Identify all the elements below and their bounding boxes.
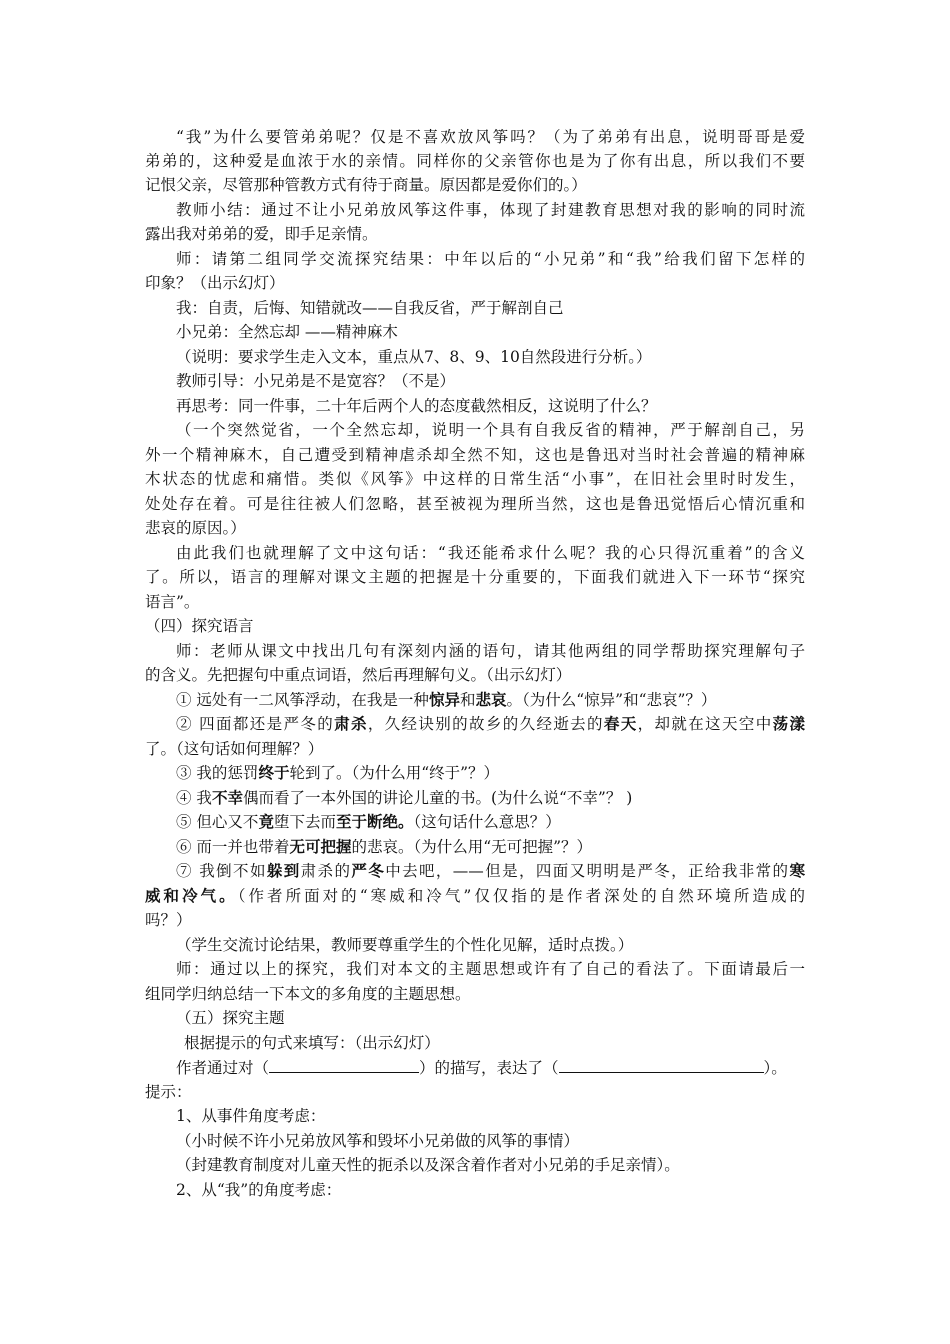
text-line: 露出我对弟弟的爱，即手足亲情。 bbox=[145, 225, 378, 243]
text-segment: 和 bbox=[459, 691, 476, 709]
answer-blank bbox=[559, 1055, 764, 1073]
text-line: 弟弟的，这种爱是血浓于水的亲情。同样你的父亲管你也是为了你有出息，所以我们不要 bbox=[145, 152, 805, 170]
text-segment: ⑦ 我倒不如 bbox=[176, 862, 267, 880]
text-line: 吗？） bbox=[145, 911, 192, 929]
text-line: 记恨父亲，尽管那种管教方式有待于商量。原因都是爱你们的。） bbox=[145, 176, 587, 194]
text-line: 语言”。 bbox=[145, 593, 200, 611]
text-segment: 轮到了。（为什么用“终于”？） bbox=[289, 764, 500, 782]
text-line bbox=[176, 786, 805, 810]
text-segment: ）。 bbox=[763, 1059, 787, 1077]
text-segment: 堕下去而 bbox=[273, 813, 336, 831]
key-phrase: 春天 bbox=[603, 714, 638, 733]
text-line bbox=[176, 761, 805, 785]
key-phrase: 躲到 bbox=[266, 861, 301, 880]
section-heading: （四）探究语言 bbox=[145, 617, 254, 635]
text-line bbox=[145, 884, 805, 908]
text-line: 了。（这句话如何理解？） bbox=[145, 740, 324, 758]
text-line: 处处存在着。可是往往被人们忽略，甚至被视为理所当然，这也是鲁迅觉悟后心情沉重和 bbox=[145, 495, 805, 513]
text-line: 我：自责，后悔、知错就改——自我反省，严于解剖自己 bbox=[176, 299, 564, 317]
text-line bbox=[176, 712, 805, 736]
key-phrase: 惊异 bbox=[428, 690, 460, 709]
text-line: 教师引导：小兄弟是不是宽容？（不是） bbox=[176, 372, 456, 390]
text-segment: 中去吧，——但是，四面又明明是严冬，正给我非常的 bbox=[385, 862, 790, 880]
text-line: 根据提示的句式来填写：（出示幻灯） bbox=[184, 1034, 440, 1052]
key-phrase: 悲哀 bbox=[475, 690, 507, 709]
answer-blank bbox=[269, 1055, 419, 1073]
text-segment: ）的描写，表达了（ bbox=[419, 1059, 559, 1077]
text-segment: 偶而看了一本外国的讲论儿童的书。(为什么说“不幸”？ ) bbox=[242, 789, 633, 807]
text-line: 悲哀的原因。） bbox=[145, 519, 246, 537]
text-line bbox=[176, 835, 805, 859]
key-phrase: 荡漾 bbox=[772, 714, 805, 733]
text-line bbox=[176, 859, 805, 883]
text-segment: ，久经诀别的故乡的久经逝去的 bbox=[367, 715, 604, 733]
text-line: 外一个精神麻木，自己遭受到精神虐杀却全然不知，这也是鲁迅对当时社会普遍的精神麻 bbox=[145, 446, 805, 464]
key-phrase: 寒 bbox=[789, 861, 805, 880]
key-phrase: 竟 bbox=[258, 812, 274, 831]
text-line: （说明：要求学生走入文本，重点从7、8、9、10自然段进行分析。） bbox=[176, 348, 652, 366]
key-phrase: 威和冷气。 bbox=[145, 886, 238, 905]
text-segment: 作者通过对（ bbox=[176, 1059, 270, 1077]
text-line: 的含义。先把握句中重点词语，然后再理解句义。（出示幻灯） bbox=[145, 666, 572, 684]
text-segment: 肃杀的 bbox=[300, 862, 352, 880]
text-line: 1、从事件角度考虑： bbox=[176, 1107, 326, 1125]
text-line: 了。所以，语言的理解对课文主题的把握是十分重要的，下面我们就进入下一环节“探究 bbox=[145, 568, 805, 586]
text-line: 木状态的忧虑和痛惜。类似《风筝》中这样的日常生活“小事”，在旧社会里时时发生， bbox=[145, 470, 805, 488]
section-heading: （五）探究主题 bbox=[176, 1009, 285, 1027]
text-line: 由此我们也就理解了文中这句话：“我还能希求什么呢？我的心只得沉重着”的含义 bbox=[176, 544, 805, 562]
key-phrase: 终于 bbox=[258, 763, 290, 782]
text-line: 组同学归纳总结一下本文的多角度的主题思想。 bbox=[145, 985, 471, 1003]
text-segment: ，却就在这天空中 bbox=[637, 715, 773, 733]
text-line: 师：老师从课文中找出几句有深刻内涵的语句，请其他两组的同学帮助探究理解句子 bbox=[176, 642, 805, 660]
text-line: “我”为什么要管弟弟呢？仅是不喜欢放风筝吗？（为了弟弟有出息，说明哥哥是爱 bbox=[176, 128, 805, 146]
text-line: （学生交流讨论结果，教师要尊重学生的个性化见解，适时点拨。） bbox=[176, 936, 634, 954]
text-segment: 的悲哀。（为什么用“无可把握”？） bbox=[351, 838, 593, 856]
text-line: （小时候不许小兄弟放风筝和毁坏小兄弟做的风筝的事情） bbox=[176, 1132, 580, 1150]
text-segment: 。（为什么“惊异”和“悲哀”？） bbox=[506, 691, 717, 709]
text-line: 2、从“我”的角度考虑： bbox=[176, 1181, 342, 1199]
text-segment: ⑥ 而一并也带着 bbox=[176, 838, 290, 856]
text-line: 印象？（出示幻灯） bbox=[145, 274, 285, 292]
key-phrase: 至于断绝。 bbox=[335, 812, 414, 831]
key-phrase: 无可把握 bbox=[289, 837, 352, 856]
text-line bbox=[176, 810, 805, 834]
text-segment: ⑤ 但心又不 bbox=[176, 813, 259, 831]
key-phrase: 严冬 bbox=[351, 861, 386, 880]
text-line: （封建教育制度对儿童天性的扼杀以及深含着作者对小兄弟的手足亲情）。 bbox=[176, 1156, 680, 1174]
text-segment: ② 四面都还是严冬的 bbox=[176, 715, 335, 733]
text-line: 提示： bbox=[145, 1083, 192, 1101]
text-line bbox=[176, 688, 805, 712]
text-line: 教师小结：通过不让小兄弟放风筝这件事，体现了封建教育思想对我的影响的同时流 bbox=[176, 201, 805, 219]
text-segment: （这句话什么意思？） bbox=[413, 813, 561, 831]
text-line: 再思考：同一件事，二十年后两个人的态度截然相反，这说明了什么？ bbox=[176, 397, 657, 415]
text-segment: ① 远处有一二风筝浮动，在我是一种 bbox=[176, 691, 429, 709]
text-line: （一个突然觉省，一个全然忘却，说明一个具有自我反省的精神，严于解剖自己，另 bbox=[176, 421, 805, 439]
text-line: 小兄弟：全然忘却 ——精神麻木 bbox=[176, 323, 398, 341]
text-segment: （作者所面对的“寒威和冷气”仅仅指的是作者深处的自然环境所造成的 bbox=[237, 887, 805, 905]
fill-in-line bbox=[176, 1055, 805, 1079]
key-phrase: 不幸 bbox=[211, 788, 243, 807]
text-segment: ④ 我 bbox=[176, 789, 212, 807]
text-line: 师：通过以上的探究，我们对本文的主题思想或许有了自己的看法了。下面请最后一 bbox=[176, 960, 805, 978]
text-line: 师：请第二组同学交流探究结果：中年以后的“小兄弟”和“我”给我们留下怎样的 bbox=[176, 250, 805, 268]
key-phrase: 肃杀 bbox=[334, 714, 368, 733]
text-segment: ③ 我的惩罚 bbox=[176, 764, 259, 782]
